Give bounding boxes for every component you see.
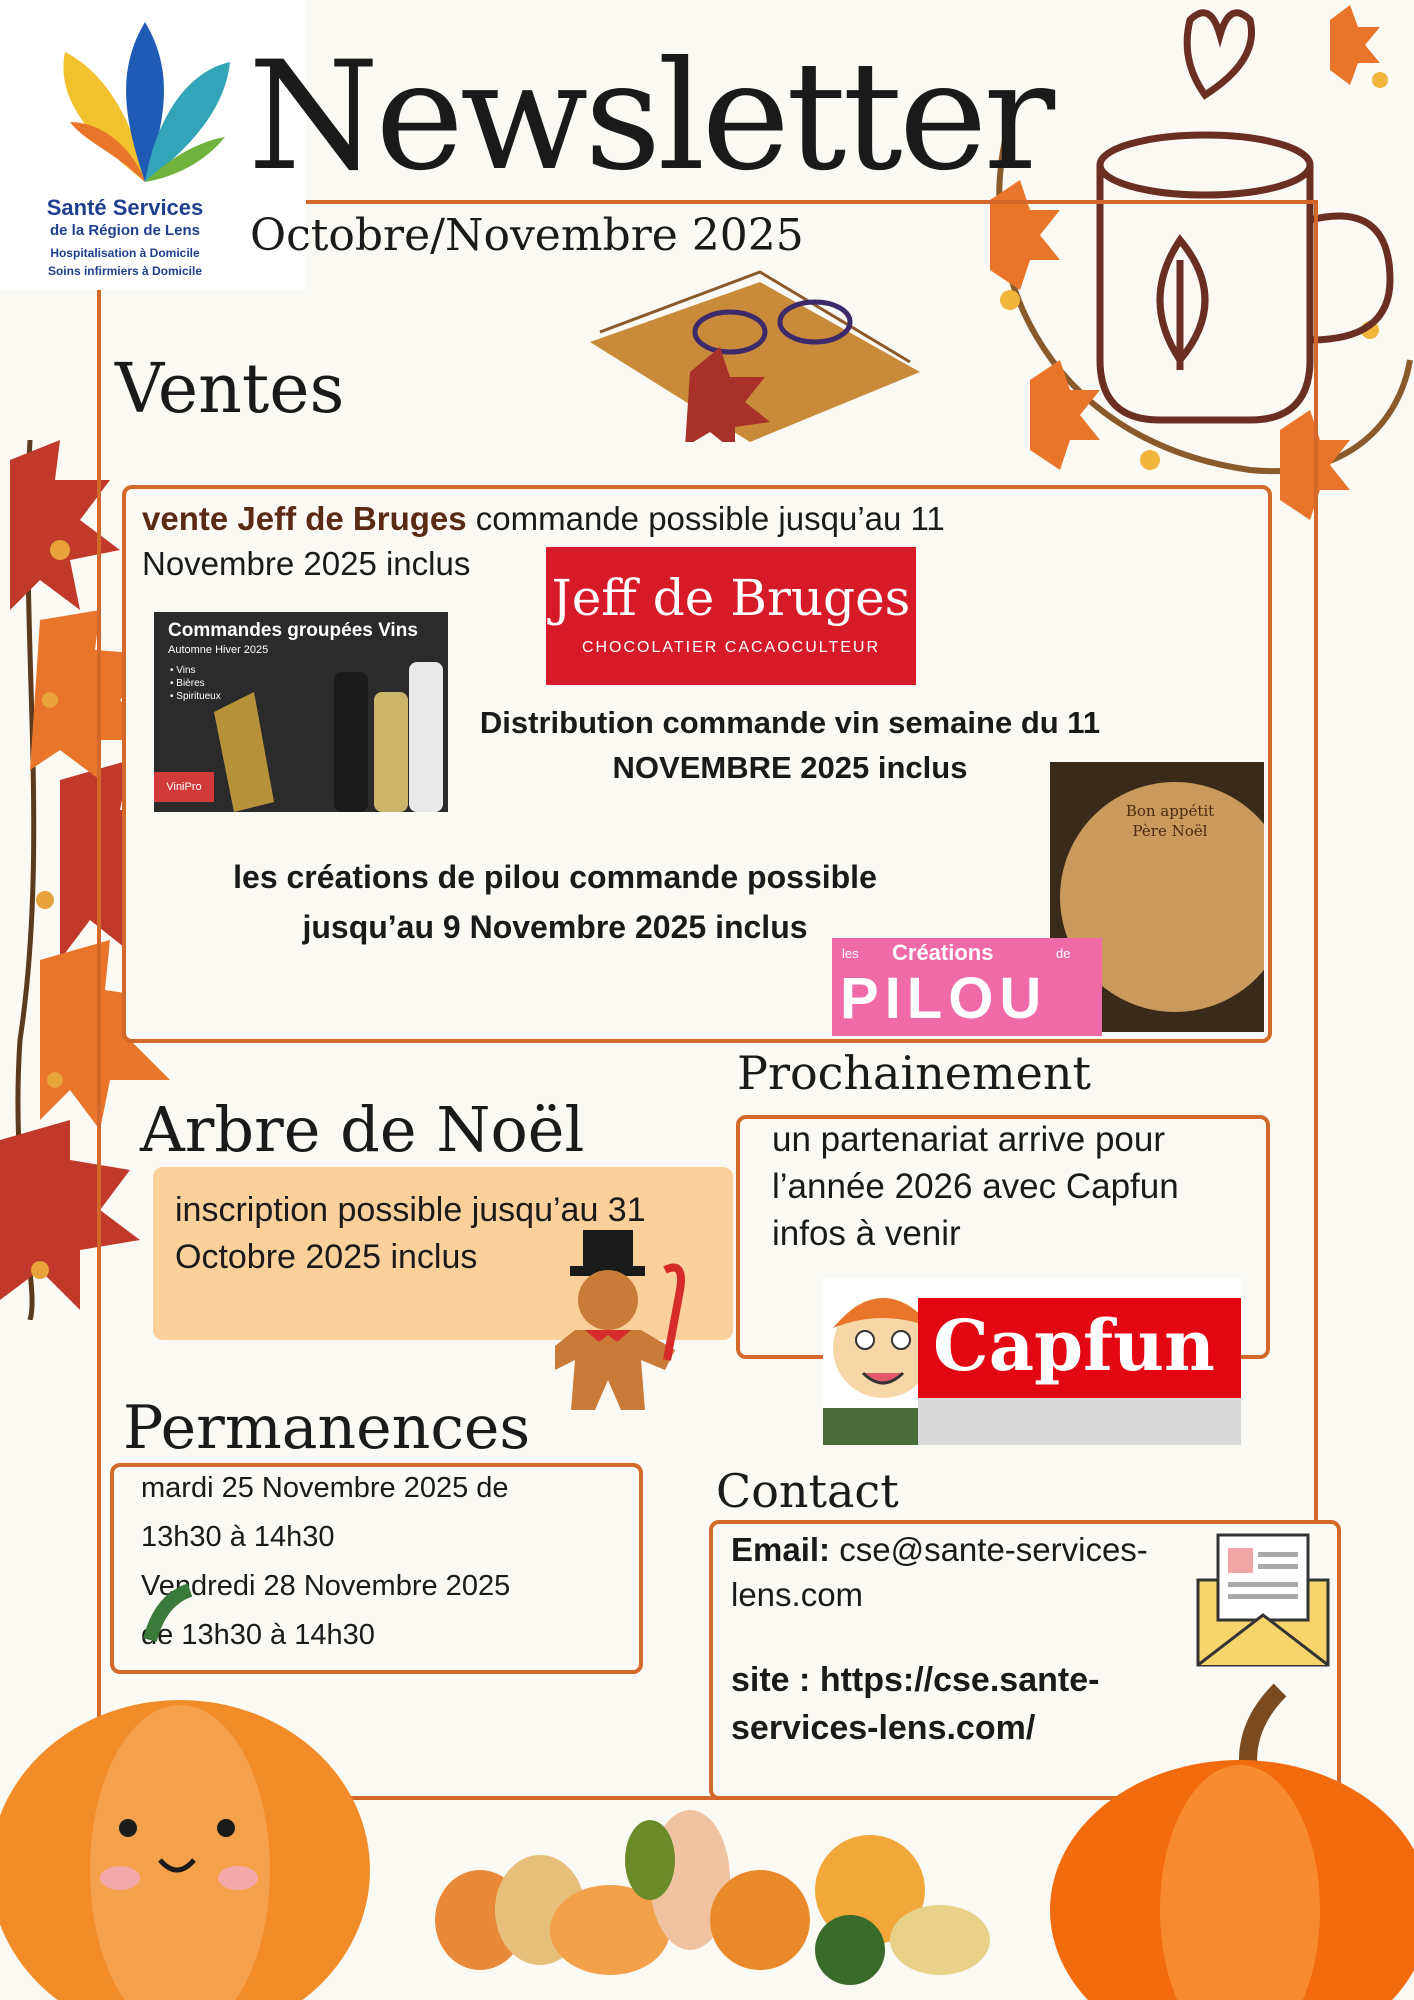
- contact-heading: Contact: [716, 1464, 899, 1518]
- permanence-line: de 13h30 à 14h30: [141, 1619, 375, 1651]
- arbre-text: inscription possible jusqu’au 31 Octobre 2025 inclus: [175, 1191, 646, 1276]
- jeff-lead: vente Jeff de Bruges: [142, 500, 467, 537]
- flower-logo-icon: [55, 12, 235, 192]
- prochainement-heading: Prochainement: [737, 1046, 1091, 1100]
- capfun-logo: [823, 1278, 1241, 1445]
- wine-image-title: Commandes groupées Vins: [168, 620, 418, 641]
- site-link[interactable]: https://cse.sante-services-lens.com/: [731, 1661, 1100, 1747]
- capfun-logo-text: Capfun: [933, 1304, 1215, 1387]
- ventes-heading: Ventes: [115, 350, 345, 429]
- wine-distribution-text: Distribution commande vin semaine du 11 NOVEMBRE 2025 inclus: [479, 705, 1101, 785]
- pilou-text: les créations de pilou commande possible jusqu’au 9 Novembre 2025 inclus: [233, 859, 877, 945]
- wine-order-image: [154, 612, 448, 812]
- prochainement-text: un partenariat arrive pour l’année 2026 avec Capfun infos à venir: [772, 1120, 1179, 1253]
- pumpkins-decoration: [0, 1580, 1414, 2000]
- page-title: Newsletter: [248, 30, 1052, 204]
- permanence-line: mardi 25 Novembre 2025 de: [141, 1472, 509, 1504]
- logo-line3: Hospitalisation à Domicile: [50, 246, 200, 260]
- logo-line1: Santé Services: [46, 195, 204, 220]
- logo-line2: de la Région de Lens: [49, 222, 201, 239]
- gingerbread-man-icon: [555, 1230, 690, 1415]
- pilou-logo: les Créations de PILOU: [832, 938, 1102, 1036]
- email-link[interactable]: cse@sante-services-lens.com: [731, 1531, 1148, 1613]
- board-text-1: Bon appétit: [1125, 802, 1215, 820]
- permanence-line: 13h30 à 14h30: [141, 1521, 335, 1553]
- jeff-logo-sub: CHOCOLATIER CACAOCULTEUR: [581, 639, 881, 656]
- board-text-2: Père Noël: [1132, 822, 1208, 840]
- contact-email: Email: cse@sante-services-lens.com: [731, 1531, 1148, 1613]
- permanence-line: Vendredi 28 Novembre 2025: [141, 1570, 511, 1602]
- arbre-heading: Arbre de Noël: [140, 1093, 585, 1166]
- jeff-logo-title: Jeff de Bruges: [551, 569, 911, 627]
- wine-image-sub: Automne Hiver 2025: [168, 644, 269, 656]
- page-subtitle: Octobre/Novembre 2025: [250, 210, 804, 261]
- contact-site: site : https://cse.sante-services-lens.com/: [731, 1661, 1100, 1747]
- wine-bottles-icon: [194, 652, 448, 812]
- jeff-de-bruges-logo: [546, 547, 916, 685]
- jeff-details: commande possible jusqu’au 11 Novembre 2025 inclus: [142, 500, 945, 582]
- leaf-icon: [1330, 5, 1380, 85]
- logo-line4: Soins infirmiers à Domicile: [47, 264, 203, 278]
- wine-image-items: • Vins • Bières • Spiritueux: [170, 665, 221, 702]
- vinipro-badge: ViniPro: [154, 772, 214, 802]
- permanences-heading: Permanences: [123, 1393, 531, 1463]
